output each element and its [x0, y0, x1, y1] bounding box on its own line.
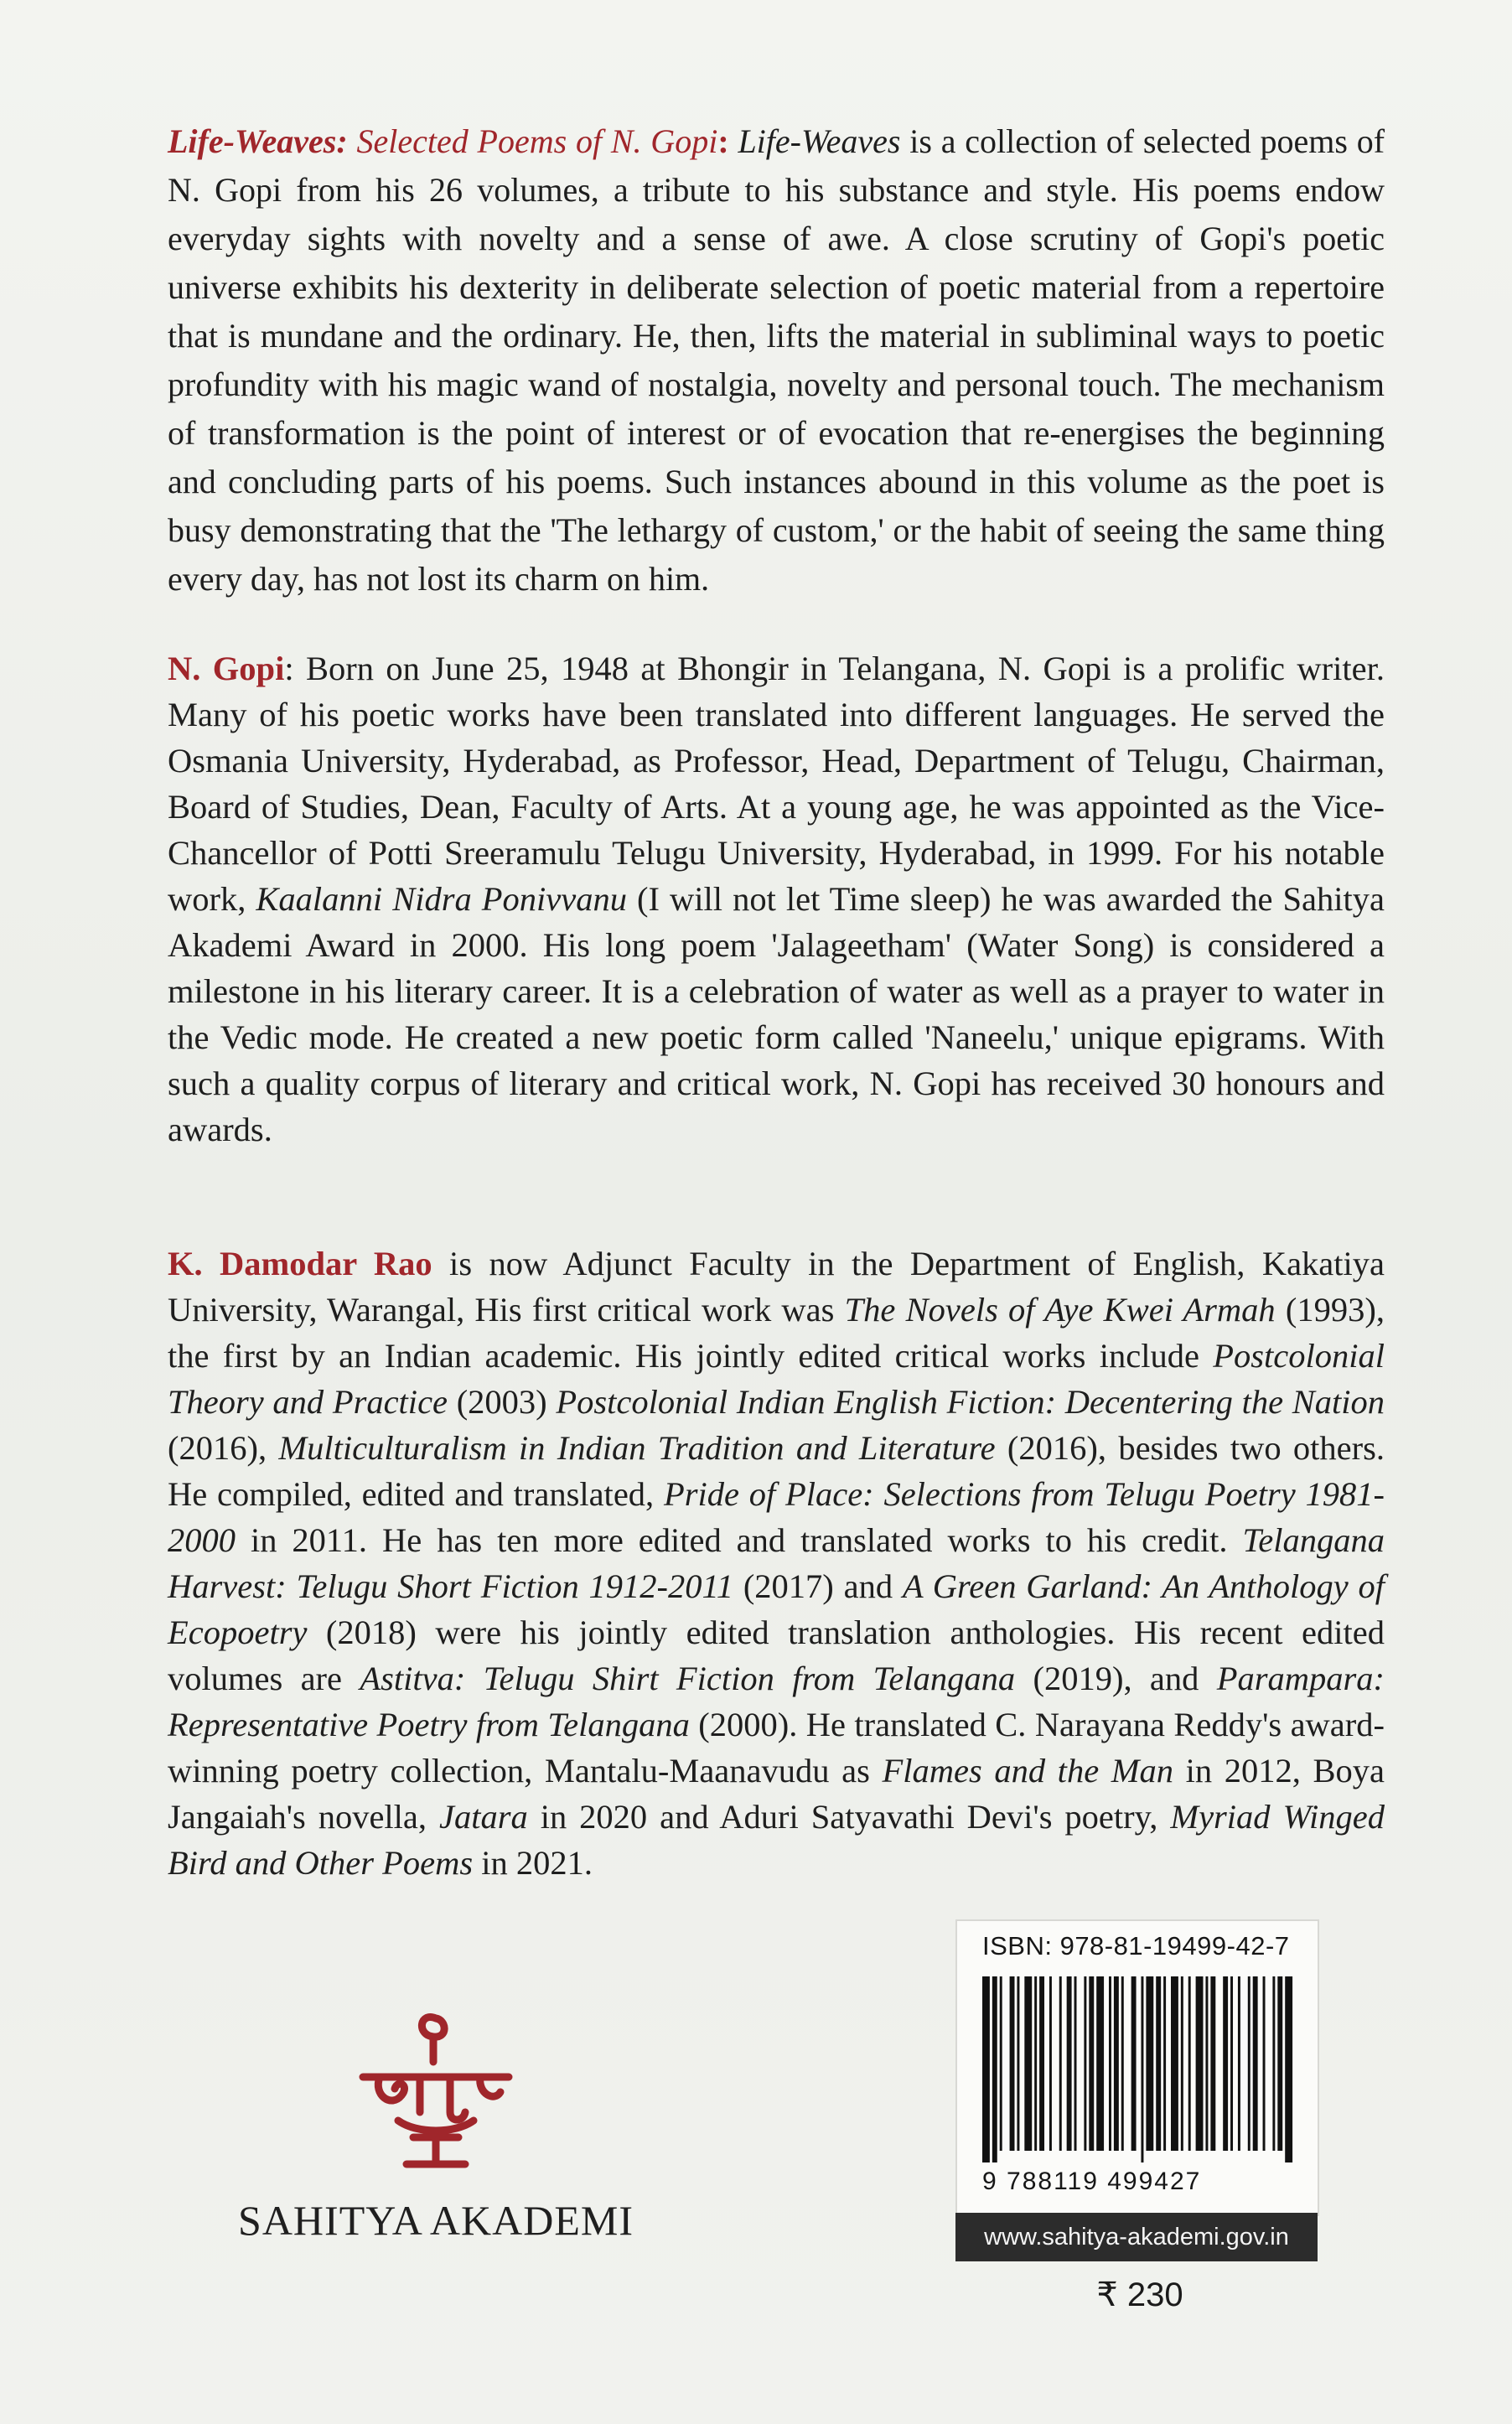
- heading-separator: :: [717, 122, 729, 160]
- translator-work-12: Myriad Winged Bird and Other Poems: [168, 1798, 1385, 1882]
- barcode-digits: 9 788119 499427: [982, 2168, 1202, 2195]
- book-description: is a collection of selected poems of N. Gopi from his 26 volumes, a tribute to his substance and style. His poems endow everyday sights with novelty and a sense of awe. A close scrutiny of Gopi's poetic universe exhibits his dexterity in deliberate selection of poetic material from a repertoire that is mundane and the ordinary. He, then, lifts the material in subliminal ways to poetic profundity with his magic wand of nostalgia, novelty and personal touch. The mechanism of transformation is the point of interest or of evocation that re-energises the beginning and concluding parts of his poems. Such instances abound in this volume as the poet is busy demonstrating that the 'The lethargy of custom,' or the habit of seeing the same thing every day, has not lost its charm on him.: [168, 122, 1385, 598]
- translator-text-1: is now Adjunct Faculty in the Department of English, Kakatiya University, Warangal, His first critical work was: [168, 1245, 1385, 1329]
- publisher-logo: [210, 2003, 662, 2255]
- translator-text-10: (2000). He translated C. Narayana Reddy's award-winning poetry collection, Mantalu-Maanavudu as: [168, 1706, 1385, 1790]
- translator-text-6: in 2011. He has ten more edited and translated works to his credit.: [236, 1521, 1243, 1559]
- barcode-stripe: [1131, 1976, 1137, 2151]
- translator-text-9: (2019), and: [1015, 1660, 1217, 1697]
- award-work-title: Kaalanni Nidra Ponivvanu: [256, 880, 627, 918]
- barcode-stripe: [1156, 1976, 1161, 2151]
- translator-text-8: (2018) were his jointly edited translation anthologies. His recent edited volumes are: [168, 1613, 1385, 1697]
- barcode-stripe: [1067, 1976, 1072, 2151]
- barcode-stripe: [1074, 1976, 1077, 2151]
- translator-text-12: in 2020 and Aduri Satyavathi Devi's poetry,: [527, 1798, 1171, 1836]
- life-weaves-paragraph: [168, 117, 1385, 603]
- translator-work-8: Astitva: Telugu Shirt Fiction from Telangana: [360, 1660, 1016, 1697]
- translator-work-2: Postcolonial Theory and Practice: [168, 1337, 1385, 1421]
- barcode-stripe: [1205, 1976, 1208, 2151]
- author-bio-text-1: : Born on June 25, 1948 at Bhongir in Telangana, N. Gopi is a prolific writer. Many of his poetic works have been translated into different languages. He served the Osmania University, Hyderabad, as Professor, Head, Department of Telugu, Chairman, Board of Studies, Dean, Faculty of Arts. At a young age, he was appointed as the Vice-Chancellor of Potti Sreeramulu Telugu University, Hyderabad, in 1999. For his notable work,: [168, 650, 1385, 918]
- barcode-stripe: [1059, 1976, 1062, 2151]
- barcode-stripe: [1024, 1976, 1032, 2151]
- translator-work-1: The Novels of Aye Kwei Armah: [844, 1291, 1276, 1329]
- barcode-stripe: [992, 1976, 997, 2162]
- translator-text-7: (2017) and: [733, 1567, 903, 1605]
- barcode-icon: [982, 1976, 1297, 2162]
- translator-work-9: Parampara: Representative Poetry from Telangana: [168, 1660, 1385, 1743]
- barcode-stripe: [1210, 1976, 1215, 2151]
- author-bio-text-2: (I will not let Time sleep) he was awarded the Sahitya Akademi Award in 2000. His long poem 'Jalageetham' (Water Song) is considered a milestone in his literary career. It is a celebration of water as well as a prayer to water in the Vedic mode. He created a new poetic form called 'Naneelu,' unique epigrams. With such a quality corpus of literary and critical work, N. Gopi has received 30 honours and awards.: [168, 880, 1385, 1148]
- author-name: N. Gopi: [168, 650, 285, 687]
- translator-name: K. Damodar Rao: [168, 1245, 432, 1282]
- translator-text-13: in 2021.: [473, 1844, 593, 1882]
- barcode-stripe: [1196, 1976, 1204, 2151]
- translator-work-3: Postcolonial Indian English Fiction: Decentering the Nation: [556, 1383, 1385, 1421]
- barcode-stripe: [1146, 1976, 1153, 2151]
- book-title-inline: Life-Weaves: [738, 122, 901, 160]
- barcode-stripe: [1010, 1976, 1015, 2151]
- translator-text-2: (1993), the first by an Indian academic. His jointly edited critical works include: [168, 1291, 1385, 1375]
- barcode-stripe: [1272, 1976, 1275, 2151]
- barcode-stripe: [1049, 1976, 1052, 2151]
- sahitya-akademi-logo-icon: [339, 2003, 532, 2171]
- barcode-stripe: [1223, 1976, 1228, 2151]
- isbn-label: ISBN: 978-81-19499-42-7: [982, 1931, 1290, 1960]
- barcode-panel: [955, 1919, 1319, 2216]
- translator-text-4: (2016),: [168, 1429, 279, 1467]
- barcode-stripe: [1121, 1976, 1124, 2151]
- translator-bio-paragraph: [168, 1240, 1385, 1886]
- barcode-stripe: [1285, 1976, 1292, 2162]
- translator-work-7: A Green Garland: An Anthology of Ecopoetry: [168, 1567, 1385, 1651]
- barcode-stripe: [1230, 1976, 1233, 2151]
- translator-text-3: (2003): [448, 1383, 557, 1421]
- website-band: www.sahitya-akademi.gov.in: [955, 2213, 1318, 2261]
- barcode-stripe: [1263, 1976, 1266, 2151]
- translator-work-4: Multiculturalism in Indian Tradition and Literature: [278, 1429, 996, 1467]
- barcode-stripe: [1188, 1976, 1191, 2151]
- price-label: ₹ 230: [1096, 2276, 1183, 2313]
- author-bio-paragraph: [168, 645, 1385, 1152]
- barcode-stripe: [1248, 1976, 1251, 2151]
- barcode-stripe: [1109, 1976, 1111, 2151]
- translator-work-6: Telangana Harvest: Telugu Short Fiction 1912-2011: [168, 1521, 1385, 1605]
- barcode-stripe: [1096, 1976, 1104, 2151]
- barcode-stripe: [1163, 1976, 1166, 2151]
- barcode-stripe: [1141, 1976, 1143, 2162]
- publisher-name: SAHITYA AKADEMI: [238, 2197, 634, 2244]
- barcode-stripe: [1039, 1976, 1044, 2151]
- barcode-stripe: [1034, 1976, 1037, 2151]
- barcode-stripe: [1277, 1976, 1282, 2151]
- translator-work-10: Flames and the Man: [882, 1752, 1174, 1790]
- translator-work-11: Jatara: [439, 1798, 528, 1836]
- barcode-stripe: [982, 1976, 990, 2162]
- barcode-stripe: [1238, 1976, 1240, 2151]
- barcode-stripe: [1171, 1976, 1178, 2151]
- translator-text-5: (2016), besides two others. He compiled, edited and translated,: [168, 1429, 1385, 1513]
- barcode-stripe: [1084, 1976, 1086, 2151]
- barcode-stripe: [1181, 1976, 1183, 2151]
- barcode-stripe: [1114, 1976, 1119, 2151]
- book-title-heading: Life-Weaves:: [168, 122, 348, 160]
- barcode-stripe: [1000, 1976, 1002, 2151]
- book-subtitle-heading: Selected Poems of N. Gopi: [356, 122, 718, 160]
- translator-text-11: in 2012, Boya Jangaiah's novella,: [168, 1752, 1385, 1836]
- barcode-stripe: [1017, 1976, 1019, 2151]
- translator-work-5: Pride of Place: Selections from Telugu Poetry 1981-2000: [168, 1475, 1385, 1559]
- barcode-stripe: [1089, 1976, 1094, 2151]
- barcode-stripe: [1253, 1976, 1258, 2151]
